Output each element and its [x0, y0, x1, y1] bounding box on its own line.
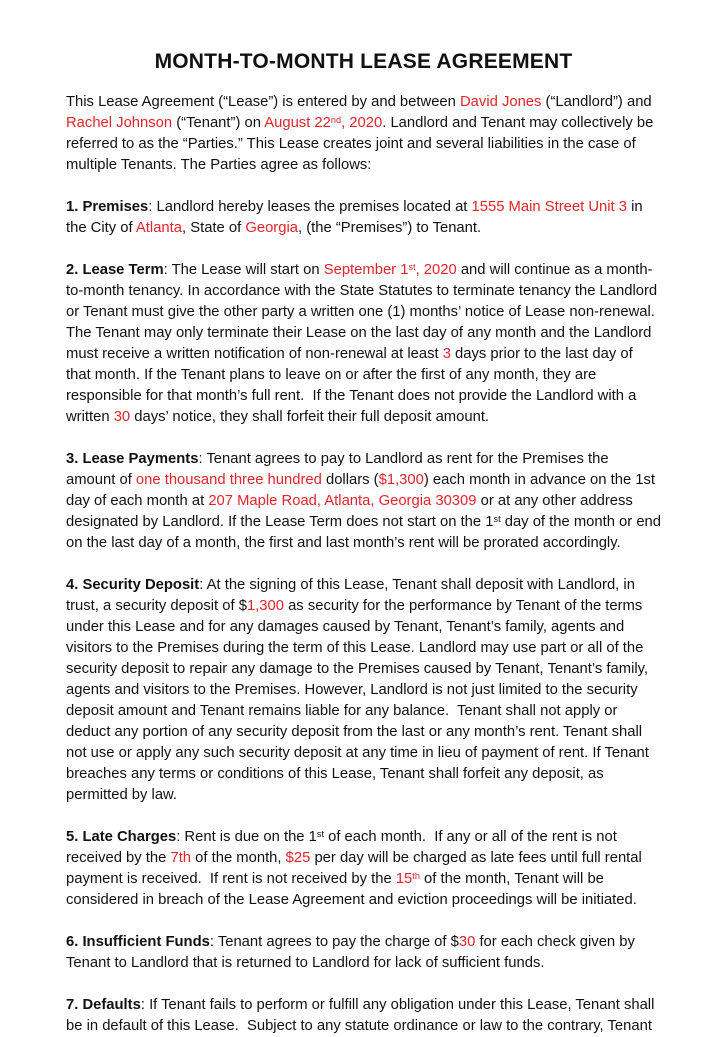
paragraph-security-deposit	[66, 575, 661, 806]
filled-value-text: 207 Maple Road, Atlanta, Georgia 30309	[208, 493, 477, 510]
filled-value-text: Georgia	[245, 220, 298, 237]
body-text: : Landlord hereby leases the premises located at	[148, 199, 472, 216]
body-text: This Lease Agreement (“Lease”) is entered by and between	[66, 94, 460, 111]
body-text: and will continue as a month-to-month tenancy. In accordance with the State Statutes to terminate tenancy the Landlord or Tenant must give the other party a written one (1) months’ notice of Lease non-renewal. The Tenant may only terminate their Lease on the last day of any month and the Landlord must receive a written notification of non-renewal at least	[66, 262, 662, 363]
paragraph-lease-payments	[66, 449, 666, 554]
body-text: . Landlord and Tenant may collectively be referred to as the “Parties.” This Lease creates joint and several liabilities in the case of multiple Tenants. The Parties agree as follows:	[66, 115, 658, 174]
paragraph-premises	[66, 197, 661, 239]
body-text: , State of	[182, 220, 246, 237]
body-text: (“Landlord”) and	[541, 94, 656, 111]
body-text: st	[316, 828, 324, 839]
filled-value-text: 1555 Main Street Unit 3	[471, 199, 627, 216]
document-page	[0, 50, 727, 1035]
filled-value-text: 30	[113, 409, 131, 426]
body-text: for each check given by Tenant to Landlord that is returned to Landlord for lack of sufficient funds.	[66, 934, 639, 972]
body-text: 7. Defaults	[66, 997, 141, 1014]
paragraph-intro	[66, 92, 661, 176]
filled-value-text: 1,300	[246, 598, 284, 615]
body-text: st	[493, 513, 501, 524]
body-text: or at any other address designated by Landlord. If the Lease Term does not start on the 1	[66, 493, 637, 531]
body-text: 1. Premises	[66, 199, 149, 216]
body-text: days prior to the last day of that month. If the Tenant plans to leave on or after the first of any month, they are responsible for that month’s full rent. If the Tenant does not provide the Landlord with a written	[66, 346, 641, 426]
filled-value-text: David Jones	[460, 94, 542, 111]
body-text: 6. Insufficient Funds	[66, 934, 210, 951]
body-text: 3. Lease Payments	[66, 451, 199, 468]
body-text: dollars (	[321, 472, 379, 489]
document-title: MONTH-TO-MONTH LEASE AGREEMENT	[154, 50, 573, 73]
filled-value-text: th	[412, 870, 420, 881]
body-text: (“Tenant”) on	[172, 115, 265, 132]
filled-value-text: Atlanta	[135, 220, 182, 237]
filled-value-text: $1,300	[378, 472, 424, 489]
body-text: 2. Lease Term	[66, 262, 164, 279]
body-text: : Tenant agrees to pay to Landlord as rent for the Premises the amount of	[66, 451, 613, 489]
filled-value-text: $25	[285, 850, 311, 867]
filled-value-text: 3	[442, 346, 451, 363]
body-text: 4. Security Deposit	[66, 577, 200, 594]
filled-value-text: August 22	[264, 115, 331, 132]
body-text: of each month. If any or all of the rent is not received by the	[66, 829, 621, 867]
filled-value-text: , 2020	[415, 262, 457, 279]
body-text: of the month, Tenant will be considered in breach of the Lease Agreement and eviction proceedings will be initiated.	[66, 871, 637, 909]
body-text: days’ notice, they shall forfeit their full deposit amount.	[130, 409, 490, 426]
filled-value-text: 7th	[170, 850, 192, 867]
paragraph-defaults	[66, 995, 661, 1037]
body-text: : At the signing of this Lease, Tenant shall deposit with Landlord, in trust, a security deposit of $	[66, 577, 640, 615]
document-body	[66, 92, 666, 1037]
paragraph-lease-term	[66, 260, 661, 428]
filled-value-text: Rachel Johnson	[66, 115, 173, 132]
filled-value-text: September 1	[323, 262, 409, 279]
body-text: day of the month or end on the last day of a month, the first and last month’s rent will be prorated accordingly.	[66, 514, 666, 552]
body-text: per day will be charged as late fees until full rental payment is received. If rent is not received by the	[66, 850, 646, 888]
body-text: ) each month in advance on the 1st day of each month at	[66, 472, 660, 510]
paragraph-insufficient-funds	[66, 932, 661, 974]
filled-value-text: , 2020	[341, 115, 383, 132]
body-text: as security for the performance by Tenant of the terms under this Lease and for any damages caused by Tenant, Tenant’s family, agents and visitors to the Premises during the term of this Lease. Landlord may use part or all of the security deposit to repair any damage to the Premises caused by Tenant, Tenant’s family, agents and visitors to the Premises. However, Landlord is not just limited to the security deposit amount and Tenant remains liable for any balance. Tenant shall not apply or deduct any portion of any security deposit from the last or any month’s rent. Tenant shall not use or apply any such security deposit at any time in lieu of payment of rent. If Tenant breaches any terms or conditions of this Lease, Tenant shall forfeit any deposit, as permitted by law.	[66, 598, 654, 804]
filled-value-text: nd	[330, 114, 342, 125]
body-text: : If Tenant fails to perform or fulfill any obligation under this Lease, Tenant shall be in default of this Lease. Subject to any statute ordinance or law to the contrary, Tenant	[66, 997, 659, 1035]
body-text: : The Lease will start on	[163, 262, 324, 279]
body-text: of the month,	[191, 850, 286, 867]
body-text: in the City of	[66, 199, 647, 237]
paragraph-late-charges	[66, 827, 661, 911]
filled-value-text: st	[408, 261, 416, 272]
body-text: 5. Late Charges	[66, 829, 177, 846]
filled-value-text: 30	[458, 934, 476, 951]
filled-value-text: one thousand three hundred	[135, 472, 322, 489]
body-text: , (the “Premises”) to Tenant.	[298, 220, 482, 237]
filled-value-text: 15	[395, 871, 413, 888]
body-text: : Rent is due on the 1	[176, 829, 317, 846]
body-text: : Tenant agrees to pay the charge of $	[209, 934, 459, 951]
